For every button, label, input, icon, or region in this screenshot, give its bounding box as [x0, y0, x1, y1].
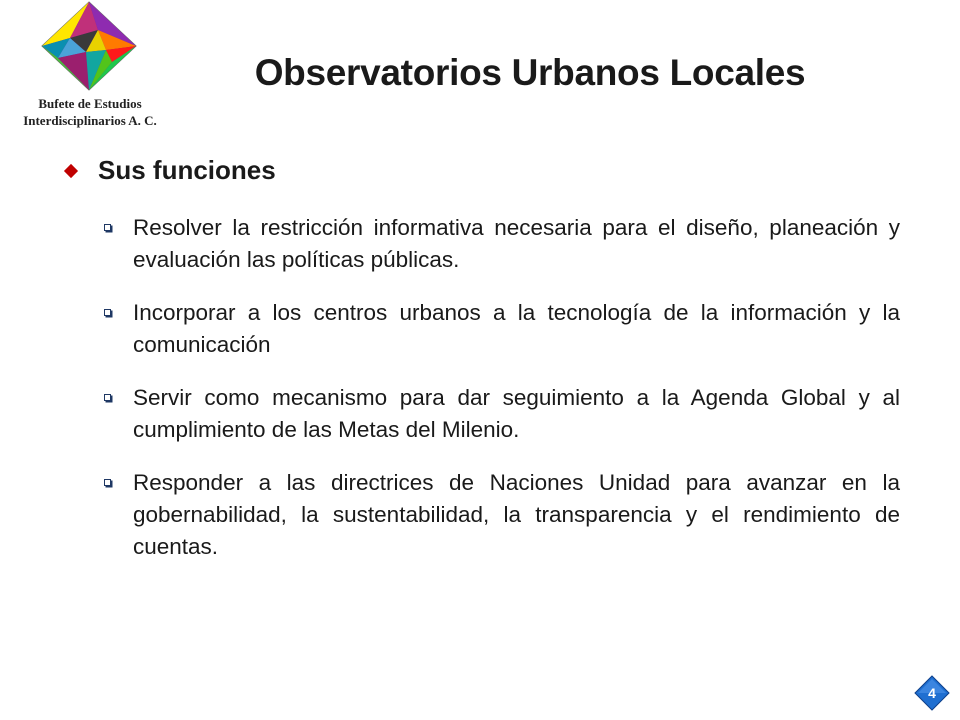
- list-item-text: Incorporar a los centros urbanos a la tecnología de la información y la comunicación: [133, 300, 900, 357]
- page-number: 4: [928, 685, 936, 701]
- logo-line-2: Interdisciplinarios A. C.: [23, 113, 157, 128]
- slide-title: Observatorios Urbanos Locales: [254, 52, 806, 93]
- section-heading: [62, 155, 276, 186]
- square-bullet-icon: [104, 394, 111, 401]
- square-bullet-icon: [104, 309, 111, 316]
- geometric-diamond-logo-icon: [40, 0, 138, 92]
- list-item: [104, 297, 900, 361]
- list-item: [104, 467, 900, 563]
- list-item-text: Responder a las directrices de Naciones Unidad para avanzar en la gobernabilidad, la sustentabilidad, la transparencia y el rendimiento de cuentas.: [133, 470, 900, 559]
- section-title: Sus funciones: [98, 155, 276, 185]
- diamond-bullet-icon: [64, 163, 78, 177]
- function-list: [104, 212, 900, 584]
- list-item: [104, 212, 900, 276]
- list-item-text: Servir como mecanismo para dar seguimiento a la Agenda Global y al cumplimiento de las Metas del Milenio.: [133, 385, 900, 442]
- square-bullet-icon: [104, 479, 111, 486]
- list-item-text: Resolver la restricción informativa necesaria para el diseño, planeación y evaluación las políticas públicas.: [133, 215, 900, 272]
- logo-line-1: Bufete de Estudios: [38, 96, 142, 111]
- list-item: [104, 382, 900, 446]
- square-bullet-icon: [104, 224, 111, 231]
- logo-caption: [6, 95, 174, 129]
